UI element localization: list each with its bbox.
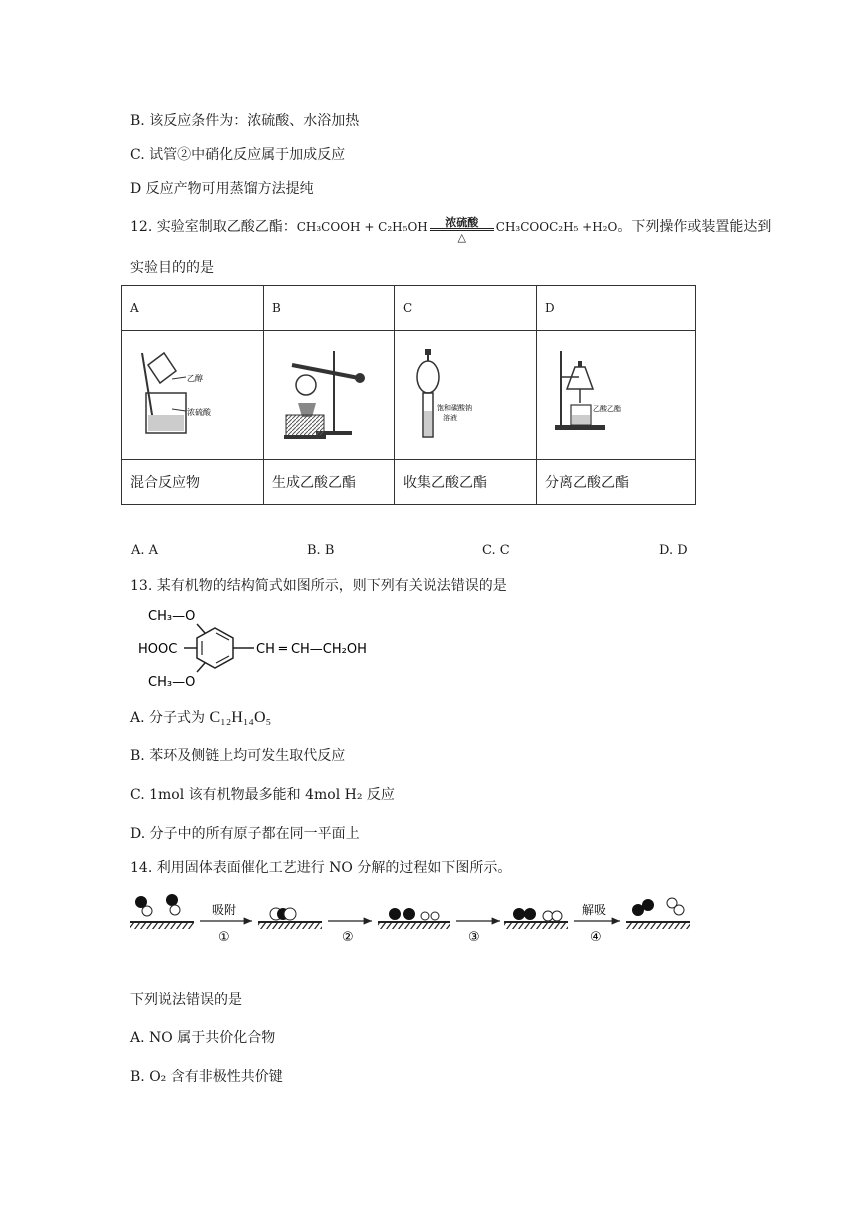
figure-d [537, 331, 696, 460]
q13-option-d: D. 分子中的所有原子都在同一平面上 [130, 826, 360, 842]
surface-stage-1 [258, 908, 322, 929]
surface-stage-3 [504, 908, 568, 929]
label-saturated-sodium-carbonate: 饱和碳酸钠 [437, 404, 472, 412]
q12-answer-c: C. C [482, 543, 510, 558]
q11-option-c: C. 试管②中硝化反应属于加成反应 [130, 147, 346, 163]
q14-option-b: B. O₂ 含有非极性共价键 [130, 1069, 283, 1085]
table-header-row [122, 286, 696, 331]
separatory-funnel-icon [545, 331, 695, 455]
q12-condition-top: 浓硫酸 [445, 216, 479, 229]
figure-a [122, 331, 264, 460]
step1-label: 吸附 [212, 903, 237, 917]
q11-option-b: B. 该反应条件为：浓硫酸、水浴加热 [130, 113, 360, 129]
q13-stem: 13. 某有机物的结构简式如图所示，则下列有关说法错误的是 [130, 578, 507, 594]
reaction-arrow-icon [430, 216, 494, 244]
q14-stem: 14. 利用固体表面催化工艺进行 NO 分解的过程如下图所示。 [130, 860, 512, 876]
q13-option-a-text: A. 分子式为 [130, 710, 206, 726]
q13-option-c: C. 1mol 该有机物最多能和 4mol H₂ 反应 [130, 787, 395, 803]
step4-label: 解吸 [582, 903, 607, 917]
surface-stage-4 [626, 898, 690, 929]
q12-stem [130, 216, 772, 244]
caption-c: 收集乙酸乙酯 [395, 460, 537, 505]
table-caption-row [122, 460, 696, 505]
figure-b [264, 331, 395, 460]
step4-number: ④ [590, 930, 602, 945]
q13-structure-formula [130, 602, 410, 692]
surface-stage-2 [378, 908, 450, 929]
q13-option-b: B. 苯环及侧链上均可发生取代反应 [130, 748, 346, 764]
figure-c [395, 331, 537, 460]
label-conc-sulfuric: 浓硫酸 [187, 408, 211, 417]
q14-question: 下列说法错误的是 [130, 992, 242, 1008]
caption-b: 生成乙酸乙酯 [264, 460, 395, 505]
table-figure-row [122, 331, 696, 460]
collection-tube-icon [403, 331, 536, 455]
step1-number: ① [218, 930, 230, 945]
structure-left-group: HOOC [138, 642, 178, 657]
header-a: A [122, 286, 264, 331]
q12-stem-line2: 实验目的的是 [130, 260, 214, 276]
pouring-beaker-icon [130, 331, 263, 455]
step3-number: ③ [468, 930, 480, 945]
surface-stage-0 [130, 894, 194, 929]
q13-option-a [130, 708, 271, 728]
caption-d: 分离乙酸乙酯 [537, 460, 696, 505]
header-b: B [264, 286, 395, 331]
structure-top-group: CH₃—O [148, 609, 196, 624]
q12-answer-d: D. D [659, 543, 688, 558]
caption-a: 混合反应物 [122, 460, 264, 505]
q14-process-diagram [128, 890, 698, 946]
q12-options-table [121, 285, 696, 505]
header-c: C [395, 286, 537, 331]
q11-option-d: D 反应产物可用蒸馏方法提纯 [130, 181, 314, 197]
structure-side-chain: CH ═ CH—CH₂OH [256, 642, 367, 657]
q12-eq-left: CH₃COOH + C₂H₅OH [296, 220, 428, 234]
q12-answer-a: A. A [131, 543, 159, 558]
header-d: D [537, 286, 696, 331]
step2-number: ② [342, 930, 354, 945]
label-ethanol: 乙醇 [187, 374, 203, 383]
q12-stem-prefix: 12. 实验室制取乙酸乙酯： [130, 219, 297, 235]
q12-eq-right: CH₃COOC₂H₅ +H₂O [495, 220, 618, 234]
q14-option-a: A. NO 属于共价化合物 [130, 1030, 276, 1046]
q12-condition-bottom: △ [457, 231, 466, 244]
label-solution: 溶液 [443, 414, 457, 422]
q12-answer-b: B. B [307, 543, 335, 558]
q13-option-a-formula: C₁₂H₁₄O₅ [209, 709, 272, 726]
q12-stem-suffix: 。下列操作或装置能达到 [617, 219, 772, 235]
heating-apparatus-icon [272, 331, 394, 455]
structure-bottom-group: CH₃—O [148, 675, 196, 690]
label-ethyl-acetate: 乙酸乙酯 [593, 405, 621, 413]
